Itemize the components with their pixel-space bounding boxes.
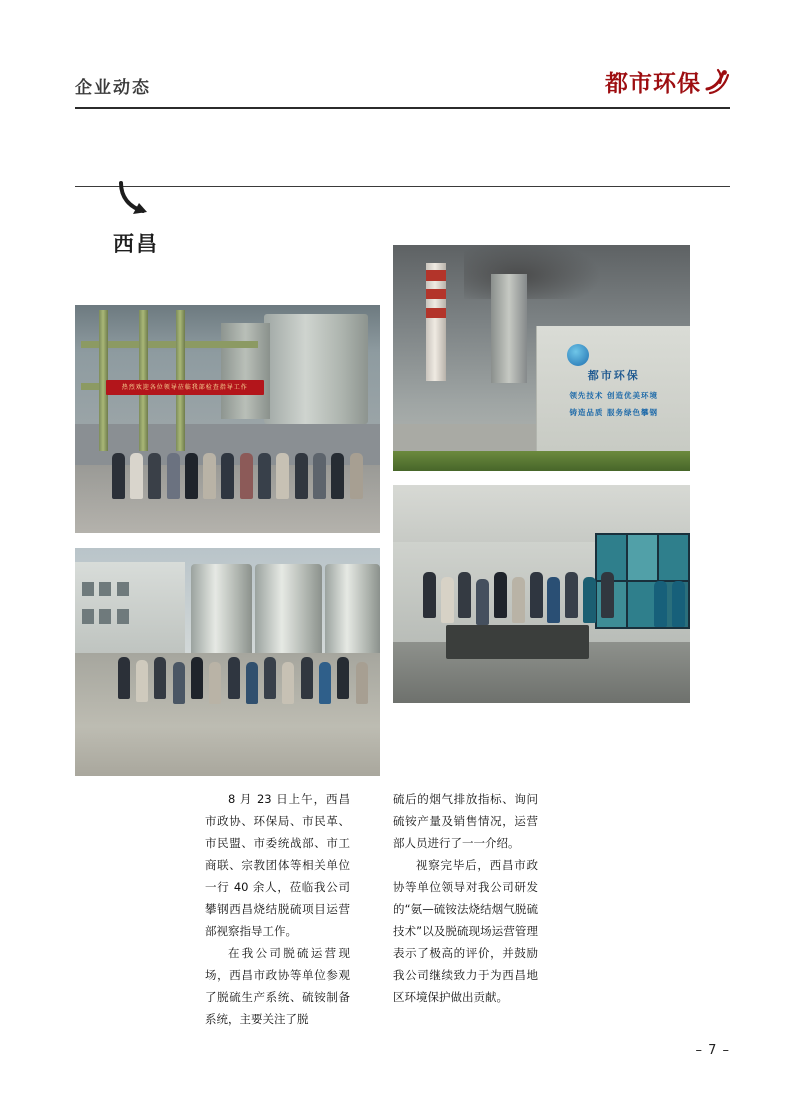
welcome-banner-text: 热烈欢迎各位领导莅临我部检查指导工作 bbox=[106, 380, 265, 395]
paragraph: 视察完毕后，西昌市政协等单位领导对我公司研发的“氨—硫铵法烧结烟气脱硫技术”以及脱硫现场运营管理表示了极高的评价，并鼓励我公司继续致力于为西昌地区环境保护做出贡献。 bbox=[393, 858, 538, 1004]
building-slogan-2: 铸造品质 服务绿色攀钢 bbox=[569, 408, 659, 418]
page-header bbox=[75, 68, 730, 108]
paragraph: 在我公司脱硫运营现场，西昌市政协等单位参观了脱硫生产系统、硫铵制备系统，主要关注了脱 bbox=[205, 946, 350, 1026]
page-number: – 7 – bbox=[695, 1043, 730, 1058]
paragraph: 硫后的烟气排放指标、询问硫铵产量及销售情况，运营部人员进行了一一介绍。 bbox=[393, 792, 538, 850]
section-title: 西昌 bbox=[113, 232, 159, 256]
wind-swirl-icon bbox=[704, 68, 730, 96]
brand-logo bbox=[605, 68, 730, 96]
body-column-left bbox=[205, 788, 350, 1030]
curved-arrow-icon bbox=[113, 181, 163, 221]
building-slogan-1: 领先技术 创造优美环境 bbox=[569, 390, 659, 400]
duswep-logo-icon bbox=[567, 344, 589, 366]
brand-name: 都市环保 bbox=[605, 71, 701, 97]
building-brand-text: 都市环保 bbox=[587, 368, 640, 382]
photo-tanks-crowd bbox=[75, 548, 380, 776]
header-category-label: 企业动态 bbox=[75, 78, 151, 98]
photo-stack-building bbox=[393, 245, 690, 471]
section-divider bbox=[75, 186, 730, 187]
body-column-right bbox=[393, 788, 538, 1008]
photo-plant-visit bbox=[75, 305, 380, 533]
photo-control-room bbox=[393, 485, 690, 703]
header-divider bbox=[75, 107, 730, 109]
paragraph: 8 月 23 日上午，西昌市政协、环保局、市民革、市民盟、市委统战部、市工商联、宗教团体等相关单位一行 40 余人，莅临我公司攀钢西昌烧结脱硫项目运营部视察指导工作。 bbox=[205, 792, 350, 938]
